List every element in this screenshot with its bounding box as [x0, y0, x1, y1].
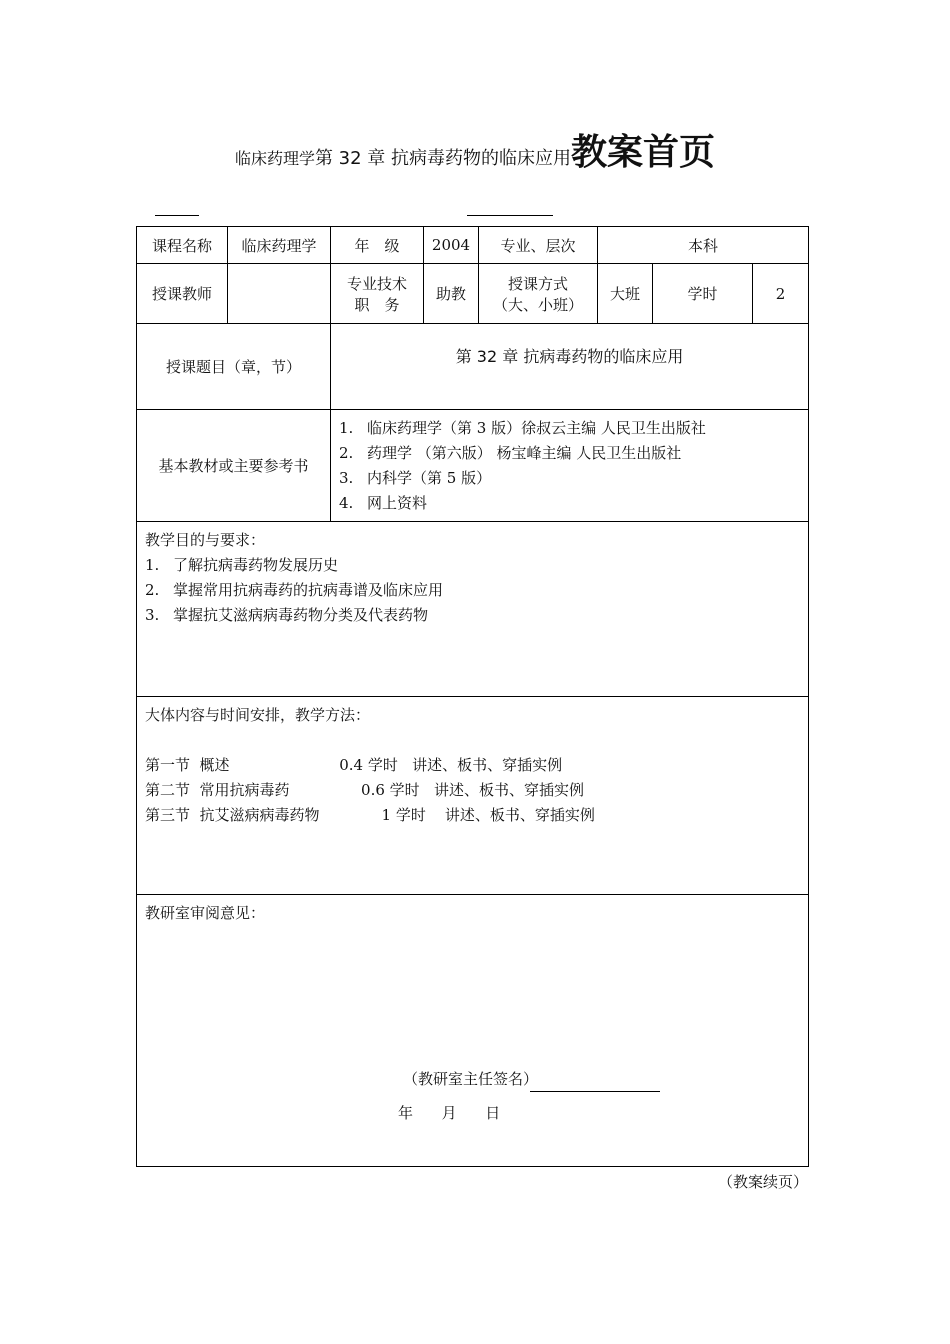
professional-title-label-line2: 职 务	[354, 295, 400, 314]
list-item: 4. 网上资料	[339, 493, 428, 512]
teaching-mode-label-line1: 授课方式	[507, 274, 568, 293]
professional-title-label-line1: 专业技术	[346, 274, 407, 293]
grade-label: 年 级	[331, 227, 424, 264]
hours-value: 2	[753, 264, 809, 324]
professional-title-label	[331, 264, 424, 324]
content-cell	[137, 697, 809, 895]
list-item: 1. 了解抗病毒药物发展历史	[145, 556, 339, 574]
references-label: 基本教材或主要参考书	[137, 410, 331, 522]
teaching-mode-value: 大班	[598, 264, 653, 324]
page-title	[0, 124, 950, 175]
content-heading: 大体内容与时间安排，教学方法：	[145, 706, 371, 724]
list-item: 2. 药理学 （第六版） 杨宝峰主编 人民卫生出版社	[339, 443, 682, 462]
lesson-plan-table	[136, 226, 809, 1167]
course-name-label: 课程名称	[137, 227, 228, 264]
schedule-line: 第一节 概述 0.4 学时 讲述、板书、穿插实例	[145, 756, 563, 774]
topic-value: 第 32 章 抗病毒药物的临床应用	[455, 347, 684, 366]
major-level-value: 本科	[598, 227, 809, 264]
title-main: 教案首页	[571, 131, 716, 173]
topic-label: 授课题目（章，节）	[137, 324, 331, 410]
table-row-references	[137, 410, 809, 522]
list-item: 3. 掌握抗艾滋病病毒药物分类及代表药物	[145, 606, 429, 624]
spacer	[145, 728, 800, 753]
major-level-label: 专业、层次	[479, 227, 598, 264]
grade-value: 2004	[424, 227, 479, 264]
table-row-teacher	[137, 264, 809, 324]
schedule-line: 第三节 抗艾滋病病毒药物 1 学时 讲述、板书、穿插实例	[145, 806, 595, 824]
continuation-note: （教案续页）	[717, 1173, 808, 1191]
table-row-course	[137, 227, 809, 264]
objectives-heading: 教学目的与要求：	[145, 531, 266, 549]
objectives-cell	[137, 522, 809, 697]
teaching-mode-label-line2: （大、小班）	[492, 295, 583, 314]
teaching-mode-label	[479, 264, 598, 324]
schedule-line: 第二节 常用抗病毒药 0.6 学时 讲述、板书、穿插实例	[145, 781, 584, 799]
review-cell	[137, 895, 809, 1167]
course-name-value: 临床药理学	[228, 227, 331, 264]
table-row-content	[137, 697, 809, 895]
list-item: 2. 掌握常用抗病毒药的抗病毒谱及临床应用	[145, 581, 444, 599]
hours-label: 学时	[653, 264, 753, 324]
title-chapter: 第 32 章 抗病毒药物的临床应用	[314, 148, 572, 169]
title-course: 临床药理学	[234, 149, 315, 168]
references-list	[339, 416, 802, 516]
topic-value-cell	[331, 324, 809, 410]
list-item: 3. 内科学（第 5 版）	[339, 468, 492, 487]
table-row-objectives	[137, 522, 809, 697]
signature-underline	[530, 1091, 660, 1092]
table-row-review	[137, 895, 809, 1167]
table-row-topic	[137, 324, 809, 410]
signature-label: （教研室主任签名）	[403, 1070, 539, 1088]
blank-underline-left	[155, 215, 199, 216]
blank-underline-right	[467, 215, 553, 216]
professional-title-value: 助教	[424, 264, 479, 324]
teacher-label: 授课教师	[137, 264, 228, 324]
date-line: 年 月 日	[398, 1104, 501, 1122]
references-cell	[331, 410, 809, 522]
review-heading: 教研室审阅意见：	[145, 904, 266, 922]
teacher-value	[228, 264, 331, 324]
list-item: 1. 临床药理学（第 3 版）徐叔云主编 人民卫生出版社	[339, 418, 706, 437]
